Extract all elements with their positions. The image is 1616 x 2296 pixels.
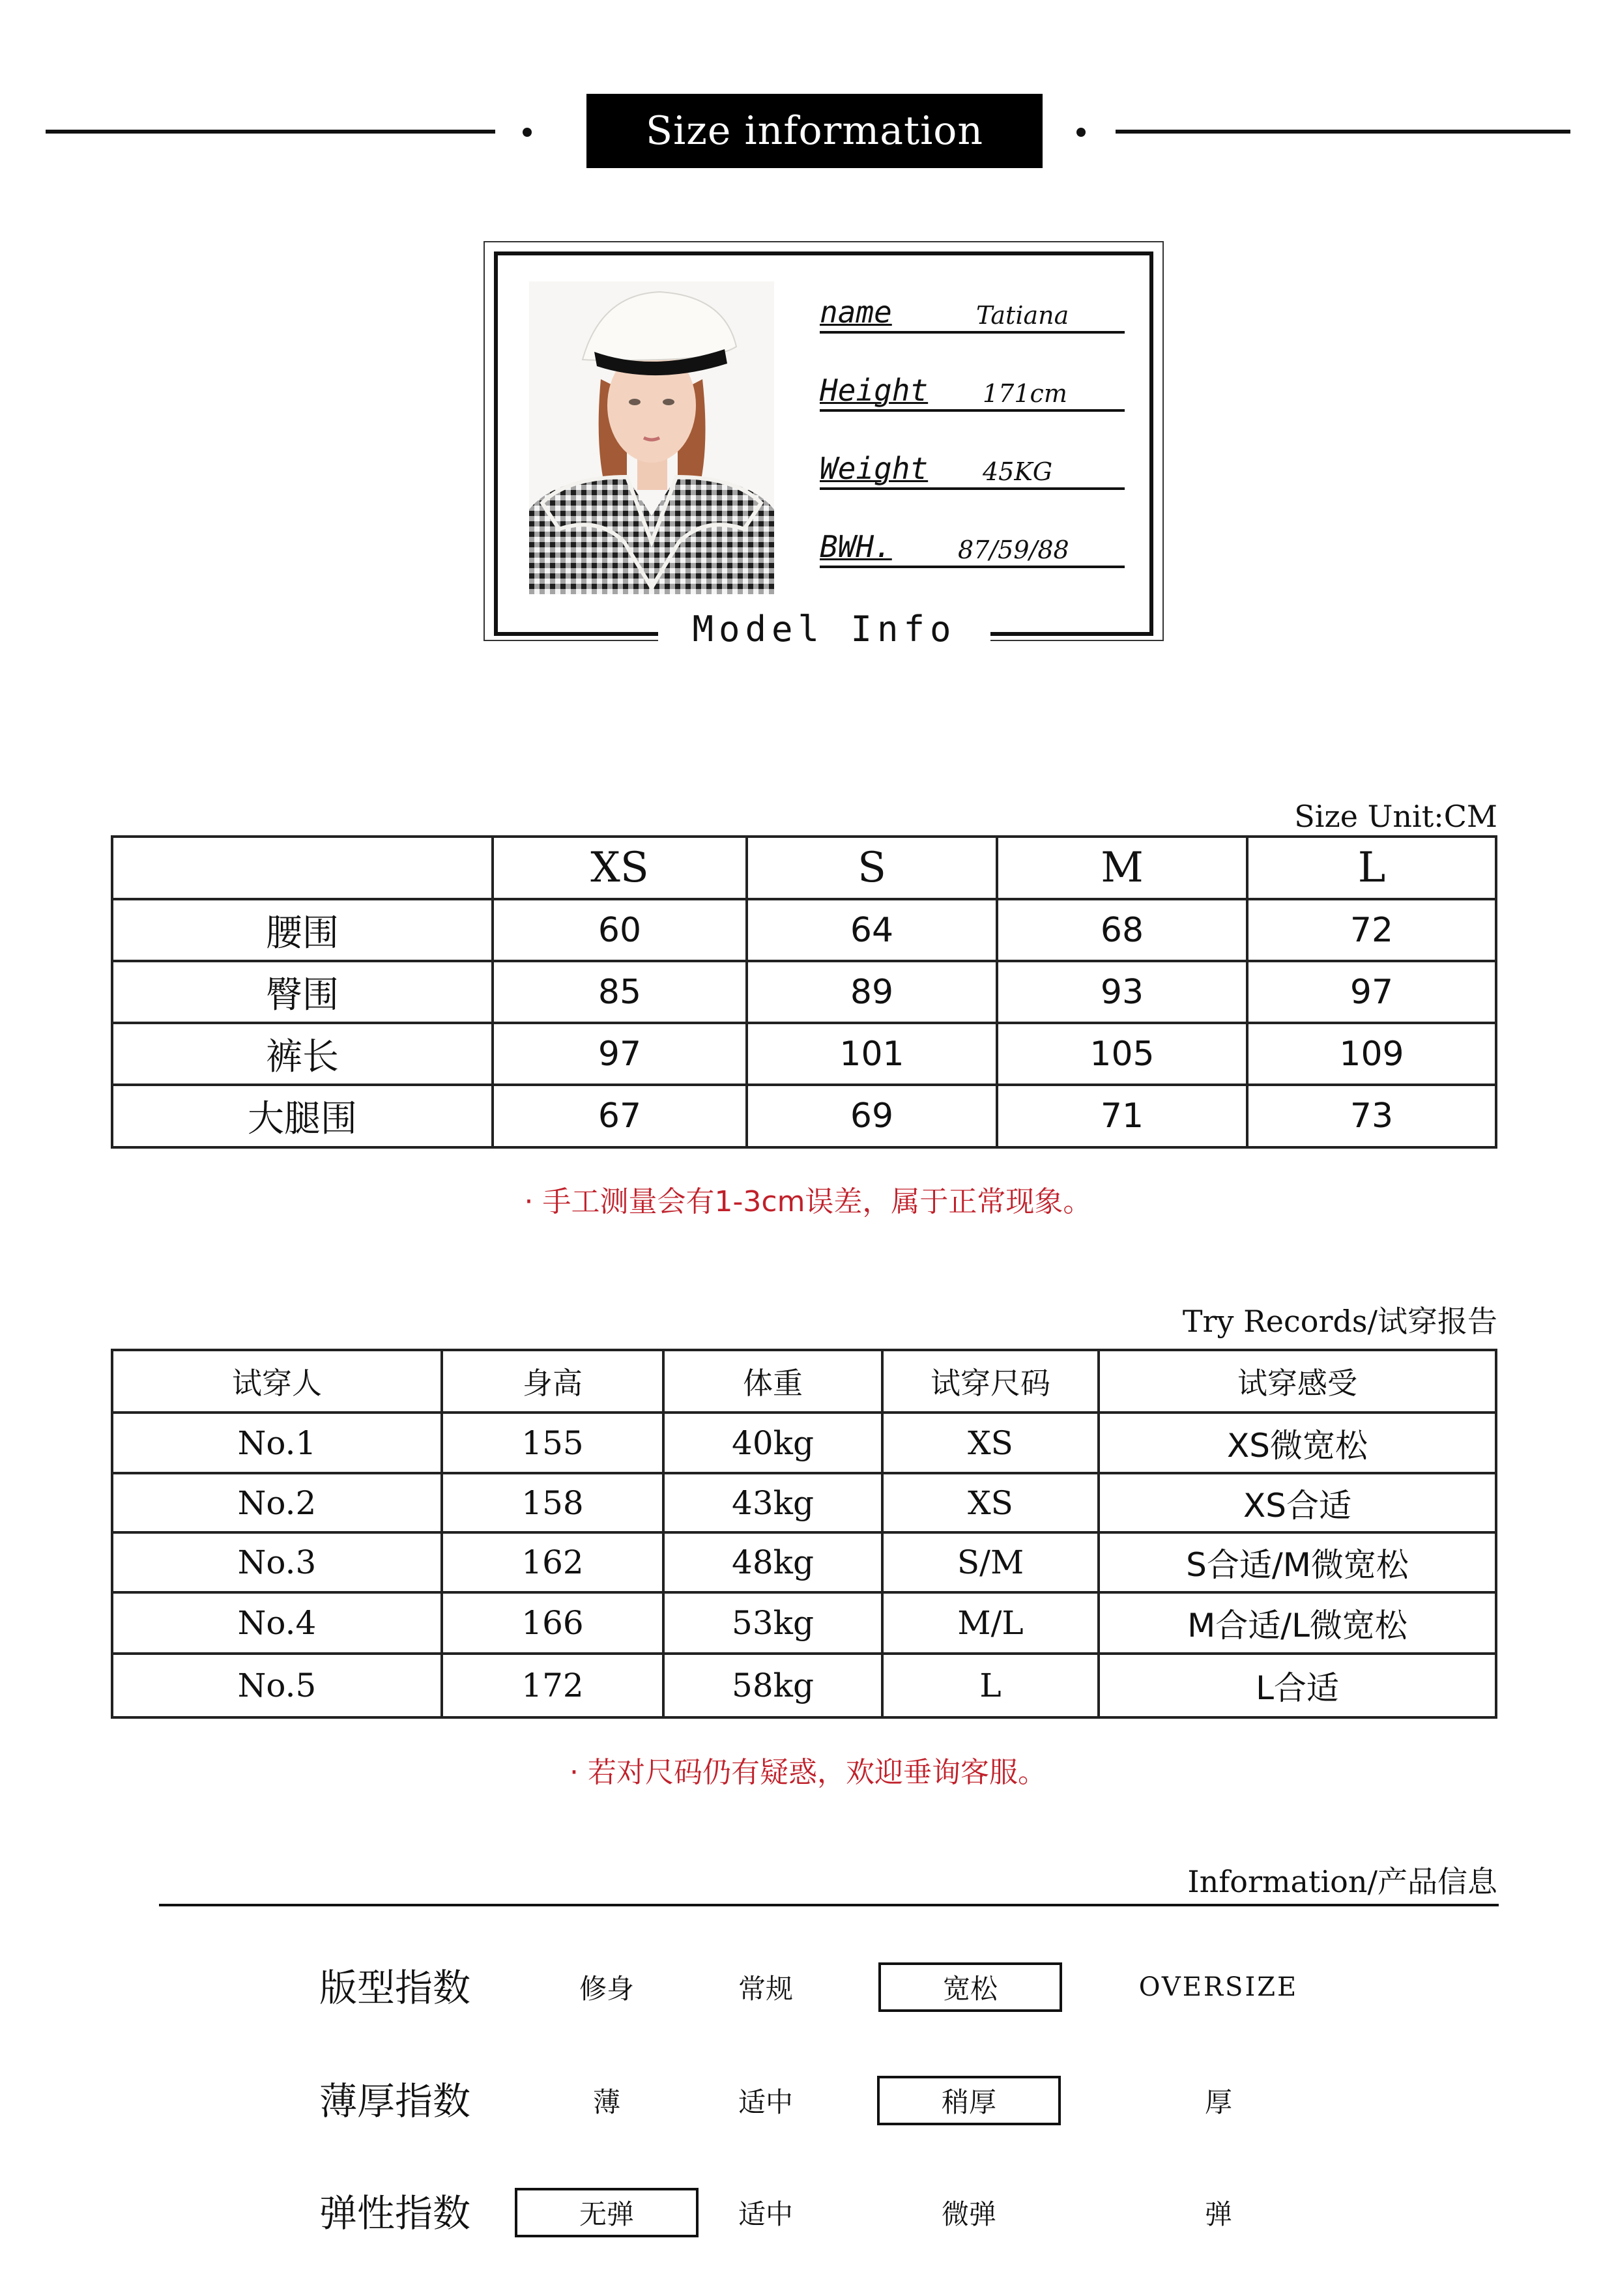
field-label-name: name [820,294,892,330]
thickness-option-thin: 薄 [592,2086,620,2118]
table-cell: 58kg [663,1654,882,1717]
model-field-weight [820,448,1125,490]
table-row [112,1592,1496,1654]
model-field-name [820,292,1125,334]
elasticity-index-label: 弹性指数 [319,2191,471,2235]
fit-option-oversize: OVERSIZE [1138,1972,1299,2002]
table-cell: L合适 [1099,1654,1496,1717]
table-cell: S合适/M微宽松 [1099,1532,1496,1592]
information-caption: Information/产品信息 [1187,1864,1497,1899]
table-cell: No.5 [112,1654,442,1717]
try-header-size: 试穿尺码 [882,1350,1099,1413]
size-col-l: L [1247,837,1496,899]
table-row [112,1023,1496,1085]
row-label-thigh: 大腿围 [112,1085,493,1147]
try-records-table [111,1349,1497,1719]
row-label-hip: 臀围 [112,961,493,1023]
elasticity-option-stretch: 弹 [1204,2198,1232,2230]
size-header-row [112,837,1496,899]
table-cell: XS [882,1473,1099,1532]
table-cell: 60 [493,899,747,961]
try-header-height: 身高 [442,1350,663,1413]
size-unit-caption: Size Unit:CM [1294,799,1497,834]
table-cell: 68 [997,899,1247,961]
table-cell: 158 [442,1473,663,1532]
elasticity-option-none-selected: 无弹 [515,2188,699,2237]
header-rule-left [46,130,495,134]
table-cell: 101 [747,1023,997,1085]
field-value-weight: 45KG [983,457,1053,486]
table-cell: 85 [493,961,747,1023]
table-cell: L [882,1654,1099,1717]
table-cell: 72 [1247,899,1496,961]
table-cell: XS合适 [1099,1473,1496,1532]
try-records-caption: Try Records/试穿报告 [1182,1304,1497,1339]
field-label-bwh: BWH. [820,529,892,564]
table-cell: M合适/L微宽松 [1099,1592,1496,1654]
header-dot-right [1076,128,1086,137]
table-cell: 166 [442,1592,663,1654]
fit-option-slim: 修身 [579,1973,634,2005]
table-cell: No.1 [112,1413,442,1473]
table-cell: 162 [442,1532,663,1592]
size-col-m: M [997,837,1247,899]
section-title [586,94,1043,168]
thickness-option-thick: 厚 [1204,2086,1232,2118]
model-field-bwh [820,526,1125,568]
table-cell: 53kg [663,1592,882,1654]
table-row [112,1473,1496,1532]
table-row [112,1085,1496,1147]
size-help-note: · 若对尺码仍有疑惑，欢迎垂询客服。 [570,1756,1046,1789]
table-row [112,899,1496,961]
try-header-person: 试穿人 [112,1350,442,1413]
field-value-height: 171cm [983,379,1067,408]
table-cell: 105 [997,1023,1247,1085]
size-header-corner [112,837,493,899]
table-cell: 40kg [663,1413,882,1473]
fit-option-loose-selected: 宽松 [878,1962,1062,2012]
thickness-option-slightly-thick-selected: 稍厚 [877,2076,1061,2125]
table-row [112,961,1496,1023]
information-rule [159,1904,1499,1906]
table-cell: 93 [997,961,1247,1023]
header-dot-left [523,128,532,137]
table-cell: XS微宽松 [1099,1413,1496,1473]
measurement-note: · 手工测量会有1-3cm误差，属于正常现象。 [524,1185,1092,1218]
field-label-height: Height [820,373,929,408]
table-cell: 172 [442,1654,663,1717]
table-cell: 67 [493,1085,747,1147]
try-header-weight: 体重 [663,1350,882,1413]
field-value-bwh: 87/59/88 [958,536,1069,564]
table-cell: No.3 [112,1532,442,1592]
fit-option-regular: 常规 [738,1973,793,2005]
field-value-name: Tatiana [976,301,1069,330]
table-cell: 71 [997,1085,1247,1147]
model-photo [529,281,774,594]
fit-index-label: 版型指数 [319,1966,471,2010]
table-cell: S/M [882,1532,1099,1592]
table-cell: 155 [442,1413,663,1473]
table-cell: 97 [493,1023,747,1085]
thickness-option-medium: 适中 [738,2086,793,2118]
table-row [112,1532,1496,1592]
field-label-weight: Weight [820,451,929,486]
table-row [112,1654,1496,1717]
table-cell: No.4 [112,1592,442,1654]
table-cell: XS [882,1413,1099,1473]
thickness-index-label: 薄厚指数 [319,2079,471,2123]
row-label-waist: 腰围 [112,899,493,961]
table-row [112,1413,1496,1473]
table-cell: M/L [882,1592,1099,1654]
try-header-row [112,1350,1496,1413]
section-title-text: Size information [645,108,984,154]
table-cell: 48kg [663,1532,882,1592]
table-cell: 73 [1247,1085,1496,1147]
model-field-height [820,370,1125,412]
row-label-length: 裤长 [112,1023,493,1085]
table-cell: 64 [747,899,997,961]
table-cell: 89 [747,961,997,1023]
elasticity-option-slight: 微弹 [941,2198,996,2230]
table-cell: 97 [1247,961,1496,1023]
table-cell: 109 [1247,1023,1496,1085]
size-table [111,835,1497,1149]
header-rule-right [1116,130,1570,134]
size-col-xs: XS [493,837,747,899]
try-header-feeling: 试穿感受 [1099,1350,1496,1413]
elasticity-option-medium: 适中 [738,2198,793,2230]
table-cell: 43kg [663,1473,882,1532]
model-card-title: Model Info [692,609,957,650]
table-cell: 69 [747,1085,997,1147]
size-col-s: S [747,837,997,899]
table-cell: No.2 [112,1473,442,1532]
